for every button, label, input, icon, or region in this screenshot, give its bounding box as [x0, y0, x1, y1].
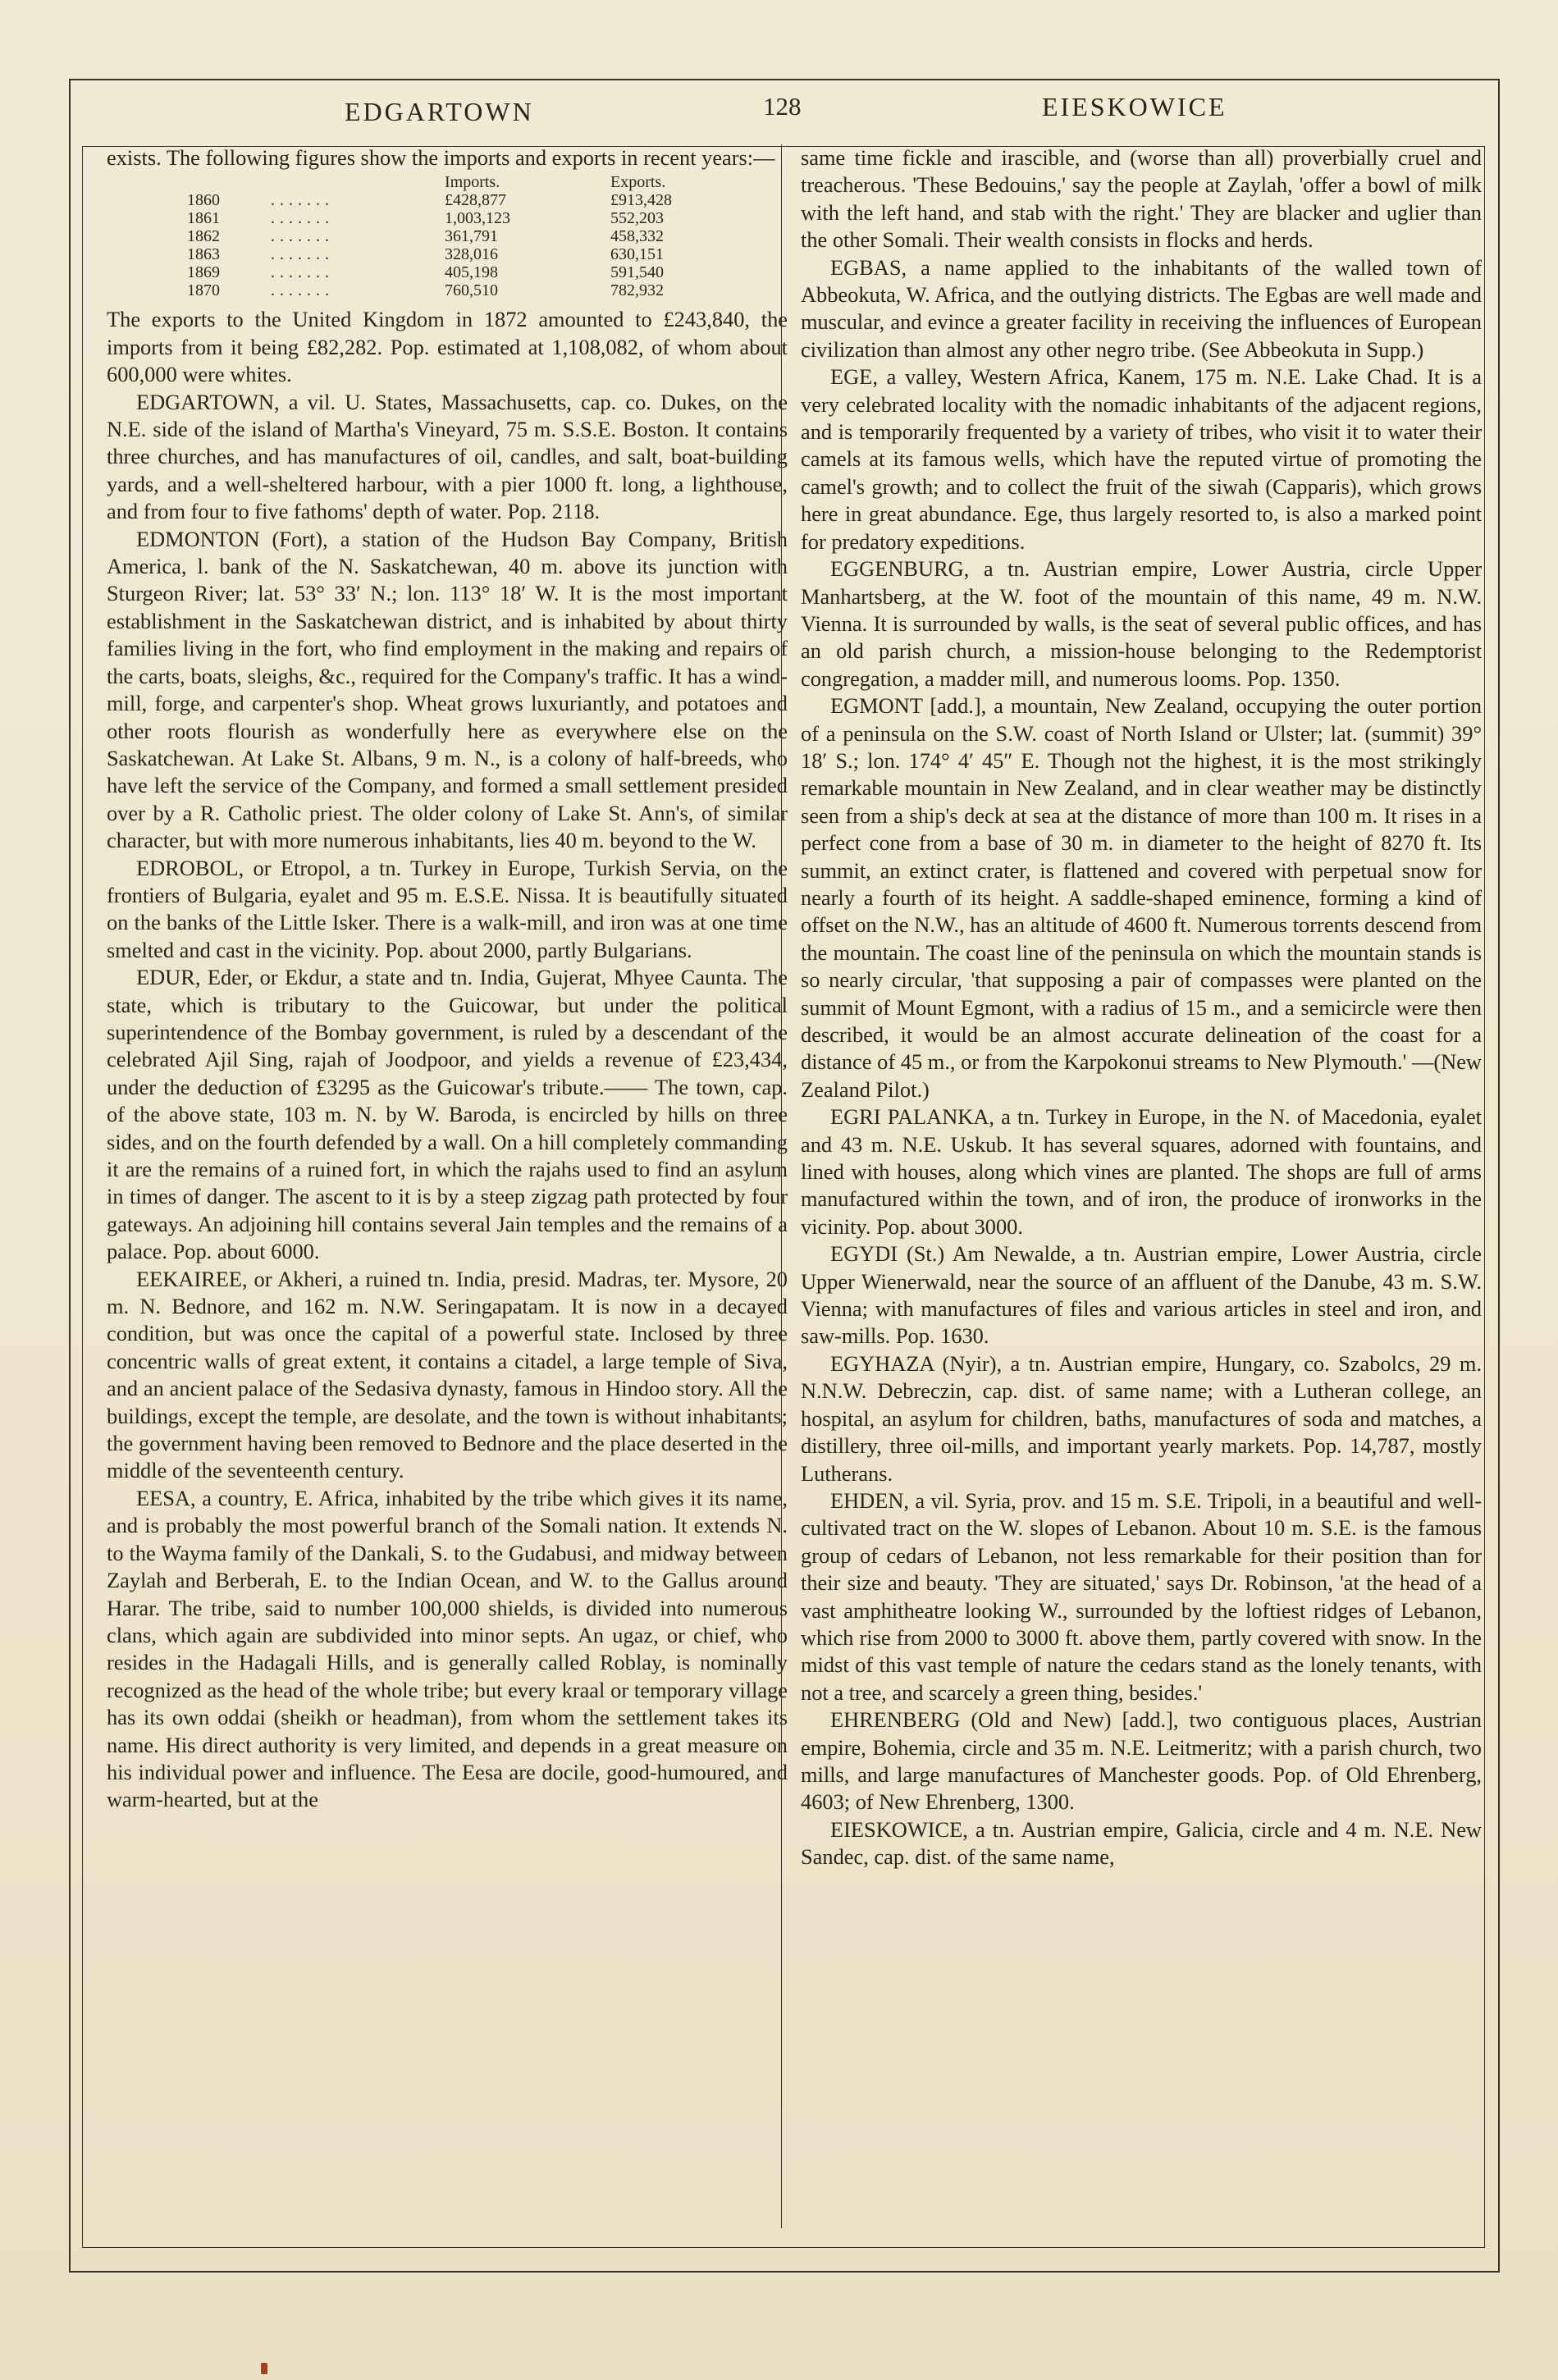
- gazetteer-entry: [107, 389, 788, 526]
- table-row: 1860 ....... £428,877 £913,428: [182, 191, 771, 209]
- exports-cell: 458,332: [610, 227, 664, 246]
- intro-paragraph: exists. The following figures show the imports and exports in recent years:—: [107, 145, 775, 170]
- imports-cell: 760,510: [445, 281, 498, 300]
- exports-cell: 630,151: [610, 245, 664, 264]
- exports-cell: £913,428: [610, 191, 672, 210]
- entry-headword: EGGENBURG: [830, 556, 964, 582]
- imports-cell: £428,877: [445, 191, 506, 210]
- continuation-paragraph: same time fickle and irascible, and (worse than all) proverbially cruel and treacherous. 'These Bedouins,' say the people at Zaylah, 'offer a bowl of milk with the left hand, and stab with the right.' They are blacker and uglier than the other Somali. Their wealth consists in flocks and herds.: [801, 145, 1482, 253]
- entry-body: , a tn. Austrian empire, Lower Austria, circle Upper Manhartsberg, at the W. foot of the mountain of this name, 49 m. N.W. Vienna. It is surrounded by walls, is the seat of several public offices, and has an old parish church, a mission-house belonging to the Redemptorist congregation, a madder mill, and numerous looms. Pop. 1350.: [801, 556, 1482, 691]
- gazetteer-entry: [107, 1485, 788, 1814]
- imports-cell: 405,198: [445, 263, 498, 282]
- entry-body: , or Akheri, a ruined tn. India, presid. Madras, ter. Mysore, 20 m. N. Bednore, and 162 m. N.W. Seringapatam. It is now in a decayed condition, but was once the capital of a powerful state. Inclosed by three concentric walls of great extent, it contains a citadel, a large temple of Siva, and an ancient palace of the Sedasiva dynasty, famous in Hindoo story. All the buildings, except the temple, are desolate, and the town is without inhabitants; the government having been removed to Bednore and the place deserted in the middle of the seventeenth century.: [107, 1266, 788, 1483]
- gazetteer-entry: [801, 1240, 1482, 1350]
- entry-headword: EGYDI (St.) Am Newalde: [830, 1241, 1071, 1267]
- imports-cell: 1,003,123: [445, 209, 510, 228]
- exports-cell: 782,932: [610, 281, 664, 300]
- exports-summary: The exports to the United Kingdom in 1872 amounted to £243,840, the imports from it being £82,282. Pop. estimated at 1,108,082, of whom about 600,000 were whites.: [107, 307, 788, 387]
- entry-headword: EGRI PALANKA: [830, 1104, 989, 1130]
- gazetteer-entry: [107, 1266, 788, 1485]
- entry-headword: EGBAS: [830, 254, 902, 280]
- table-row: 1869 ....... 405,198 591,540: [182, 263, 771, 281]
- entry-headword: EHDEN: [830, 1487, 904, 1513]
- entry-body: , a name applied to the inhabitants of the walled town of Abbeokuta, W. Africa, and the outlying districts. The Egbas are well made and muscular, and evince a greater facility in receiving the influences of European civilization than almost any other negro tribe. (See Abbeokuta in Supp.): [801, 254, 1482, 362]
- entry-body: [add.], a mountain, New Zealand, occupying the outer portion of a peninsula on the S.W. coast of North Island or Ulster; lat. (summit) 39° 18′ S.; lon. 174° 4′ 45″ E. Though not the highest, it is the most strikingly remarkable mountain in New Zealand, and in clear weather may be distinctly seen from a ship's deck at sea at the distance of more than 100 m. It rises in a perfect cone from a base of 30 m. in diameter to the height of 8270 ft. Its summit, an extinct crater, is flattened and covered with perpetual snow for nearly a fourth of its height. A saddle-shaped eminence, forming a kind of offset on the N.W., has an altitude of 4600 ft. Numerous torrents descend from the mountain. The coast line of the peninsula on which the mountain stands is so nearly circular, 'that supposing a pair of compasses were planted on the summit of Mount Egmont, with a radius of 15 m., and a semicircle were then described, it would be an almost accurate delineation of the coast for a distance of 45 m., or from the Karpokonui streams to New Plymouth.' —(New Zealand Pilot.): [801, 693, 1482, 1102]
- entry-headword: EHRENBERG (Old and New): [830, 1707, 1112, 1733]
- entry-body: , a tn. Austrian empire, Hungary, co. Szabolcs, 29 m. N.N.W. Debreczin, cap. dist. of same name; with a Lutheran college, an hospital, an asylum for children, baths, manufactures of soda and matches, a distillery, three oil-mills, and important yearly markets. Pop. 14,787, mostly Lutherans.: [801, 1350, 1482, 1486]
- gazetteer-entry: [801, 1706, 1482, 1816]
- entry-headword: EDMONTON (Fort): [136, 526, 323, 551]
- gazetteer-entry: [801, 1350, 1482, 1487]
- entry-body: [add.], two contiguous places, Austrian empire, Bohemia, circle and 35 m. N.E. Leitmeritz; with a parish church, two mills, and large manufactures of Manchester goods. Pop. of Old Ehrenberg, 4603; of New Ehrenberg, 1300.: [801, 1707, 1483, 1815]
- entry-body: , a country, E. Africa, inhabited by the tribe which gives it its name, and is probably the most powerful branch of the Somali nation. It extends N. to the Wayma family of the Dankali, S. to the Gudabusi, and midway between Zaylah and Berberah, E. to the Indian Ocean, and W. to the Gallus around Harar. The tribe, said to number 100,000 shields, is divided into numerous clans, which again are subdivided into minor septs. An ugaz, or chief, who resides in the Hadagali Hills, and is generally called Roblay, is nominally recognized as the head of the whole tribe; but every kraal or temporary village has its own oddai (sheikh or headman), from whom the settlement takes its name. His direct authority is very limited, and depends in a great measure on his individual power and influence. The Eesa are docile, good-humoured, and warm-hearted, but at the: [107, 1485, 788, 1812]
- entry-body: , a tn. Austrian empire, Lower Austria, circle Upper Wienerwald, near the source of an affluent of the Danube, 43 m. S.W. Vienna; with manufactures of files and various articles in steel and iron, and saw-mills. Pop. 1630.: [801, 1241, 1483, 1349]
- gazetteer-entry: [801, 254, 1482, 364]
- imports-header: Imports.: [445, 173, 500, 192]
- entry-headword: EGMONT: [830, 693, 923, 719]
- gazetteer-entry: [801, 363, 1482, 555]
- gazetteer-entry: [801, 1816, 1482, 1871]
- exports-cell: 591,540: [610, 263, 664, 282]
- entry-body: , a station of the Hudson Bay Company, British America, l. bank of the N. Saskatchewan, 40 m. above its junction with Sturgeon River; lat. 53° 33′ N.; lon. 113° 18′ W. It is the most important establishment in the Saskatchewan district, and is inhabited by about thirty families living in the fort, who find employment in the making and repairs of the carts, boats, sleighs, &c., required for the Company's traffic. It has a wind-mill, forge, and carpenter's shop. Wheat grows luxuriantly, and potatoes and other roots flourish as wonderfully here as everywhere else on the Saskatchewan. At Lake St. Albans, 9 m. N., is a colony of half-breeds, who have left the service of the Company, and formed a small settlement presided over by a R. Catholic priest. The older colony of Lake St. Ann's, of similar character, but with more numerous inhabitants, lies 40 m. beyond to the W.: [107, 526, 788, 853]
- left-column: [107, 144, 788, 1814]
- right-column: [801, 144, 1482, 1871]
- table-row: 1863 ....... 328,016 630,151: [182, 245, 771, 263]
- entry-headword: EGYHAZA (Nyir): [830, 1350, 997, 1376]
- entry-headword: EDROBOL: [136, 855, 239, 880]
- exports-header: Exports.: [610, 173, 666, 192]
- entry-body: , a valley, Western Africa, Kanem, 175 m. N.E. Lake Chad. It is a very celebrated locality with the nomadic inhabitants of the adjacent regions, and is temporarily frequented by a variety of tribes, who visit it to water their camels at its famous wells, which have the reputed virtue of promoting the camel's growth; and to collect the fruit of the siwah (Capparis), which grows here in great abundance. Ege, thus largely resorted to, is also a marked point for predatory expeditions.: [801, 364, 1482, 554]
- running-head-left: EDGARTOWN: [345, 97, 534, 126]
- gazetteer-entry: [107, 855, 788, 965]
- running-head-right: EIESKOWICE: [1042, 92, 1227, 121]
- table-row: 1870 ....... 760,510 782,932: [182, 281, 771, 299]
- entry-headword: EIESKOWICE: [830, 1816, 963, 1842]
- entry-body: , or Etropol, a tn. Turkey in Europe, Turkish Servia, on the frontiers of Bulgaria, eyalet and 95 m. E.S.E. Nissa. It is beautifully situated on the banks of the Little Isker. There is a walk-mill, and iron was at one time smelted and cast in the vicinity. Pop. about 2000, partly Bulgarians.: [107, 855, 788, 962]
- year-cell: 1870: [187, 281, 220, 300]
- table-row: 1861 ....... 1,003,123 552,203: [182, 209, 771, 227]
- gazetteer-entry: [801, 692, 1482, 1103]
- gazetteer-entry: [801, 1103, 1482, 1240]
- year-cell: 1861: [187, 209, 220, 228]
- page-number: 128: [763, 92, 802, 121]
- imports-cell: 361,791: [445, 227, 498, 246]
- gazetteer-entry: [107, 964, 788, 1265]
- entry-body: , a tn. Austrian empire, Galicia, circle and 4 m. N.E. New Sandec, cap. dist. of the same name,: [801, 1816, 1482, 1870]
- gazetteer-entry: [801, 555, 1482, 692]
- entry-headword: EESA: [136, 1485, 190, 1510]
- printer-mark: [261, 2363, 267, 2374]
- page-header: [82, 85, 1483, 143]
- trade-table-header-row: [182, 173, 771, 191]
- entry-headword: EGE: [830, 364, 873, 390]
- entry-headword: EDUR: [136, 965, 195, 990]
- imports-cell: 328,016: [445, 245, 498, 264]
- entry-headword: EDGARTOWN: [136, 389, 274, 414]
- year-cell: 1860: [187, 191, 220, 210]
- entry-body: , a tn. Turkey in Europe, in the N. of Macedonia, eyalet and 43 m. N.E. Uskub. It has several squares, adorned with fountains, and lined with houses, along which vines are planted. The shops are full of arms manufactured within the town, and of iron, the produce of ironworks in the vicinity. Pop. about 3000.: [801, 1104, 1482, 1239]
- year-cell: 1869: [187, 263, 220, 282]
- entry-body: , Eder, or Ekdur, a state and tn. India, Gujerat, Mhyee Caunta. The state, which is tributary to the Guicowar, but under the political superintendence of the Bombay government, is ruled by a descendant of the celebrated Ajil Sing, rajah of Joodpoor, and yields a revenue of £23,434, under the deduction of £3295 as the Guicowar's tribute.—— The town, cap. of the above state, 103 m. N. by W. Baroda, is encircled by hills on three sides, and on the fourth defended by a wall. On a hill completely commanding it are the remains of a ruined fort, in which the rajahs used to find an asylum in times of danger. The ascent to it is by a steep zigzag path protected by four gateways. An adjoining hill contains several Jain temples and the remains of a palace. Pop. about 6000.: [107, 965, 788, 1264]
- trade-table: [182, 173, 771, 299]
- exports-cell: 552,203: [610, 209, 664, 228]
- year-cell: 1862: [187, 227, 220, 246]
- year-cell: 1863: [187, 245, 220, 264]
- entry-body: , a vil. Syria, prov. and 15 m. S.E. Tripoli, in a beautiful and well-cultivated tract on the W. slopes of Lebanon. About 10 m. S.E. is the famous group of cedars of Lebanon, not less remarkable for their position than for their size and beauty. 'They are situated,' says Dr. Robinson, 'at the head of a vast amphitheatre looking W., surrounded by the loftiest ridges of Lebanon, which rise from 2000 to 3000 ft. above them, partly covered with snow. In the midst of this vast temple of nature the cedars stand as the lonely tenants, with not a tree, and scarcely a green thing, besides.': [801, 1487, 1482, 1705]
- gazetteer-entry: [801, 1487, 1482, 1706]
- entry-body: , a vil. U. States, Massachusetts, cap. co. Dukes, on the N.E. side of the island of Martha's Vineyard, 75 m. S.S.E. Boston. It contains three churches, and has manufactures of oil, candles, and salt, boat-building yards, and a well-sheltered harbour, with a pier 1000 ft. long, a lighthouse, and from four to five fathoms' depth of water. Pop. 2118.: [107, 389, 788, 524]
- gazetteer-entry: [107, 526, 788, 855]
- table-row: 1862 ....... 361,791 458,332: [182, 227, 771, 245]
- entry-headword: EEKAIREE: [136, 1266, 242, 1291]
